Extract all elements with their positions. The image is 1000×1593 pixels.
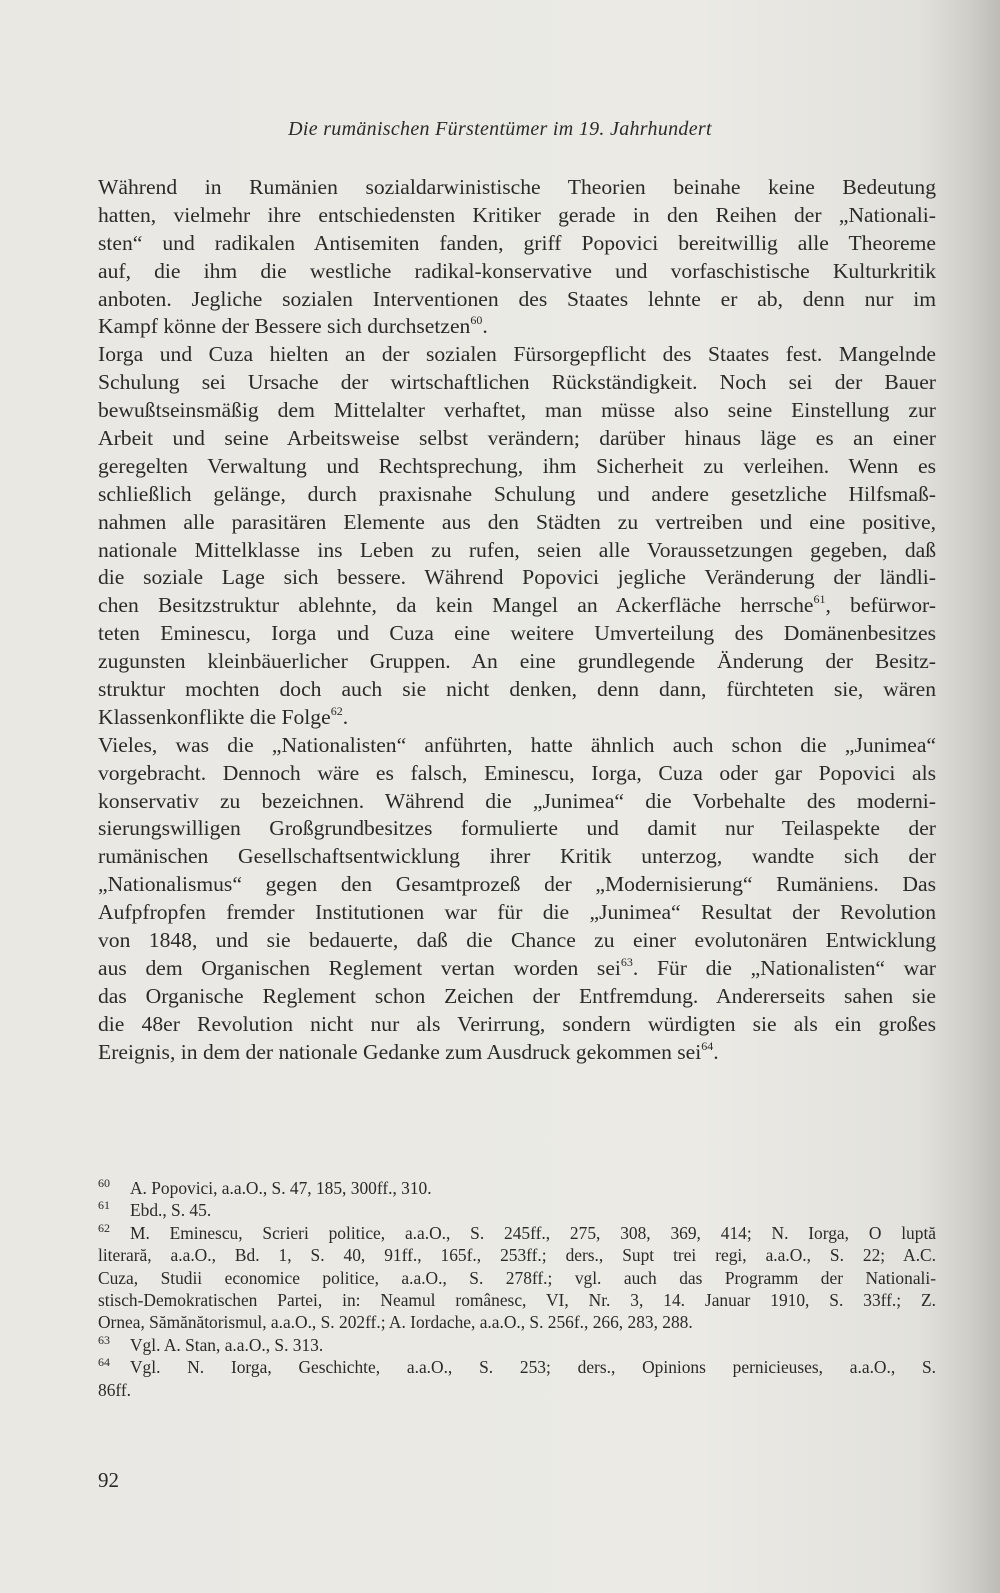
- footnote-line: [98, 1311, 936, 1333]
- body-line: [98, 509, 936, 537]
- body-line: [98, 732, 936, 760]
- body-line-text: Kampf könne der Bessere sich durchsetzen: [98, 314, 471, 339]
- body-text: [98, 174, 936, 1067]
- body-line: [98, 230, 936, 258]
- body-line-text: „Nationalismus“ gegen den Gesamtprozeß der „Modernisierung“ Rumäniens. Das: [98, 872, 936, 897]
- footnote-reference[interactable]: 64: [701, 1038, 714, 1053]
- body-line-text: auf, die ihm die westliche radikal-konservative und vorfaschistische Kulturkritik: [98, 258, 936, 283]
- body-line-text: Iorga und Cuza hielten an der sozialen Fürsorgepflicht des Staates fest. Mangelnde: [98, 342, 936, 367]
- body-line-text: teten Eminescu, Iorga und Cuza eine weitere Umverteilung des Domänenbesitzes: [98, 621, 936, 646]
- body-line: [98, 955, 936, 983]
- body-line: [98, 258, 936, 286]
- body-line-text: chen Besitzstruktur ablehnte, da kein Mangel an Ackerfläche herrsche: [98, 593, 814, 618]
- running-head: Die rumänischen Fürstentümer im 19. Jahrhundert: [288, 118, 712, 140]
- footnote-text: literară, a.a.O., Bd. 1, S. 40, 91ff., 165f., 253ff.; ders., Supt trei regi, a.a.O., S. 22; A.C.: [98, 1245, 936, 1266]
- body-line-text: struktur mochten doch auch sie nicht denken, denn dann, fürchteten sie, wären: [98, 677, 936, 702]
- body-line: [98, 1011, 936, 1039]
- body-line: [98, 537, 936, 565]
- body-line: [98, 397, 936, 425]
- footnote-text: Cuza, Studii economice politice, a.a.O., S. 278ff.; vgl. auch das Programm der Nationali-: [98, 1267, 936, 1288]
- body-line-text: aus dem Organischen Reglement vertan worden sei: [98, 955, 621, 980]
- body-line-text: von 1848, und sie bedauerte, daß die Chance zu einer evolutonären Entwicklung: [98, 928, 936, 953]
- body-line-text: Schulung sei Ursache der wirtschaftlichen Rückständigkeit. Noch sei der Bauer: [98, 370, 936, 395]
- body-line: [98, 202, 936, 230]
- body-line: [98, 983, 936, 1011]
- body-line-text: Vieles, was die „Nationalisten“ anführten, hatte ähnlich auch schon die „Junimea“: [98, 732, 936, 757]
- footnote-reference[interactable]: 63: [620, 954, 633, 969]
- footnote-line: [98, 1379, 936, 1401]
- body-line-text: bewußtseinsmäßig dem Mittelalter verhaftet, man müsse also seine Einstellung zur: [98, 398, 936, 423]
- body-line: [98, 676, 936, 704]
- body-line-text: Klassenkonflikte die Folge: [98, 704, 331, 729]
- body-line-text: rumänischen Gesellschaftsentwicklung ihrer Kritik unterzog, wandte sich der: [98, 844, 936, 869]
- body-line-text: nationale Mittelklasse ins Leben zu rufen, seien alle Voraussetzungen gegeben, daß: [98, 537, 936, 562]
- body-line: [98, 871, 936, 899]
- footnote-line: 62 M. Eminescu, Scrieri politice, a.a.O., S. 245ff., 275, 308, 369, 414; N. Iorga, O luptă: [98, 1220, 936, 1243]
- body-line-text: Arbeit und seine Arbeitsweise selbst verändern; darüber hinaus läge es an einer: [98, 426, 936, 451]
- body-line-tail: .: [482, 314, 488, 339]
- body-line: [98, 313, 936, 341]
- body-line: [98, 1039, 936, 1067]
- body-line: [98, 620, 936, 648]
- body-line-text: nahmen alle parasitären Elemente aus den Städten zu vertreiben und eine positive,: [98, 509, 936, 534]
- body-line: [98, 286, 936, 314]
- page-number: 92: [98, 1468, 119, 1492]
- footnote-line: 61 Ebd., S. 45.: [98, 1198, 212, 1221]
- body-line: [98, 369, 936, 397]
- footnote-line: 64 Vgl. N. Iorga, Geschichte, a.a.O., S. 253; ders., Opinions pernicieuses, a.a.O., S.: [98, 1355, 936, 1378]
- footnote-line: [98, 1267, 936, 1289]
- body-line-text: Aufpfropfen fremder Institutionen war für die „Junimea“ Resultat der Revolution: [98, 900, 936, 925]
- body-line-tail: .: [342, 704, 349, 729]
- body-line: [98, 341, 936, 369]
- footnote-line: 63 Vgl. A. Stan, a.a.O., S. 313.: [98, 1332, 324, 1355]
- footnote-text: Ebd., S. 45.: [130, 1200, 212, 1221]
- body-line-text: schließlich gelänge, durch praxisnahe Schulung und andere gesetzliche Hilfsmaß-: [98, 481, 936, 506]
- footnote-line: [98, 1244, 936, 1266]
- body-line-text: zugunsten kleinbäuerlicher Gruppen. An eine grundlegende Änderung der Besitz-: [98, 649, 936, 674]
- body-line-text: sten“ und radikalen Antisemiten fanden, griff Popovici bereitwillig alle Theoreme: [98, 230, 936, 255]
- body-line: [98, 704, 936, 732]
- footnote-reference[interactable]: 60: [470, 313, 483, 328]
- body-line: [98, 481, 936, 509]
- body-line-text: geregelten Verwaltung und Rechtsprechung, ihm Sicherheit zu verleihen. Wenn es: [98, 453, 936, 478]
- body-line: [98, 425, 936, 453]
- body-line-text: das Organische Reglement schon Zeichen der Entfremdung. Andererseits sahen sie: [98, 983, 936, 1008]
- footnote-text: A. Popovici, a.a.O., S. 47, 185, 300ff., 310.: [130, 1178, 432, 1198]
- body-line-tail: , befürwor-: [825, 593, 936, 618]
- footnotes: [98, 1177, 936, 1401]
- footnote-text: stisch-Demokratischen Partei, in: Neamul românesc, VI, Nr. 3, 14. Januar 1910, S. 33ff.; Z.: [98, 1289, 936, 1310]
- body-line: [98, 592, 936, 620]
- body-line-text: Während in Rumänien sozialdarwinistische Theorien beinahe keine Bedeutung: [98, 175, 936, 199]
- footnote-text: M. Eminescu, Scrieri politice, a.a.O., S. 245ff., 275, 308, 369, 414; N. Iorga, O luptă: [130, 1222, 936, 1243]
- footnote-line: [98, 1289, 936, 1311]
- body-line-text: sierungswilligen Großgrundbesitzes formulierte und damit nur Teilaspekte der: [98, 816, 936, 841]
- body-line: [98, 648, 936, 676]
- body-line: [98, 927, 936, 955]
- body-line-text: hatten, vielmehr ihre entschiedensten Kritiker gerade in den Reihen der „Nationali-: [98, 202, 936, 227]
- body-line: [98, 564, 936, 592]
- footnote-text: Vgl. A. Stan, a.a.O., S. 313.: [130, 1334, 324, 1355]
- body-line: [98, 174, 936, 202]
- body-line-text: die 48er Revolution nicht nur als Verirrung, sondern würdigten sie als ein großes: [98, 1011, 936, 1036]
- body-line-tail: .: [713, 1039, 719, 1064]
- body-line-text: vorgebracht. Dennoch wäre es falsch, Eminescu, Iorga, Cuza oder gar Popovici als: [98, 760, 936, 785]
- body-line-tail: . Für die „Nationalisten“ war: [632, 955, 936, 980]
- footnote-line: 60 A. Popovici, a.a.O., S. 47, 185, 300ff., 310.: [98, 1176, 432, 1198]
- body-line: [98, 815, 936, 843]
- body-line: [98, 788, 936, 816]
- footnote-text: Ornea, Sămănătorismul, a.a.O., S. 202ff.; A. Iordache, a.a.O., S. 256f., 266, 283, 288.: [98, 1312, 693, 1333]
- body-line: [98, 760, 936, 788]
- body-line-text: konservativ zu bezeichnen. Während die „Junimea“ die Vorbehalte des moderni-: [98, 788, 936, 813]
- footnote-text: 86ff.: [98, 1379, 132, 1400]
- body-line-text: Ereignis, in dem der nationale Gedanke zum Ausdruck gekommen sei: [98, 1039, 702, 1064]
- body-line: [98, 899, 936, 927]
- footnote-reference[interactable]: 61: [813, 592, 826, 607]
- footnote-text: Vgl. N. Iorga, Geschichte, a.a.O., S. 253; ders., Opinions pernicieuses, a.a.O., S.: [130, 1357, 936, 1378]
- body-line-text: anboten. Jegliche sozialen Interventionen des Staates lehnte er ab, denn nur im: [98, 286, 936, 311]
- body-line: [98, 843, 936, 871]
- footnote-reference[interactable]: 62: [330, 703, 343, 718]
- body-line-text: die soziale Lage sich bessere. Während Popovici jegliche Veränderung der ländli-: [98, 565, 936, 590]
- body-line: [98, 453, 936, 481]
